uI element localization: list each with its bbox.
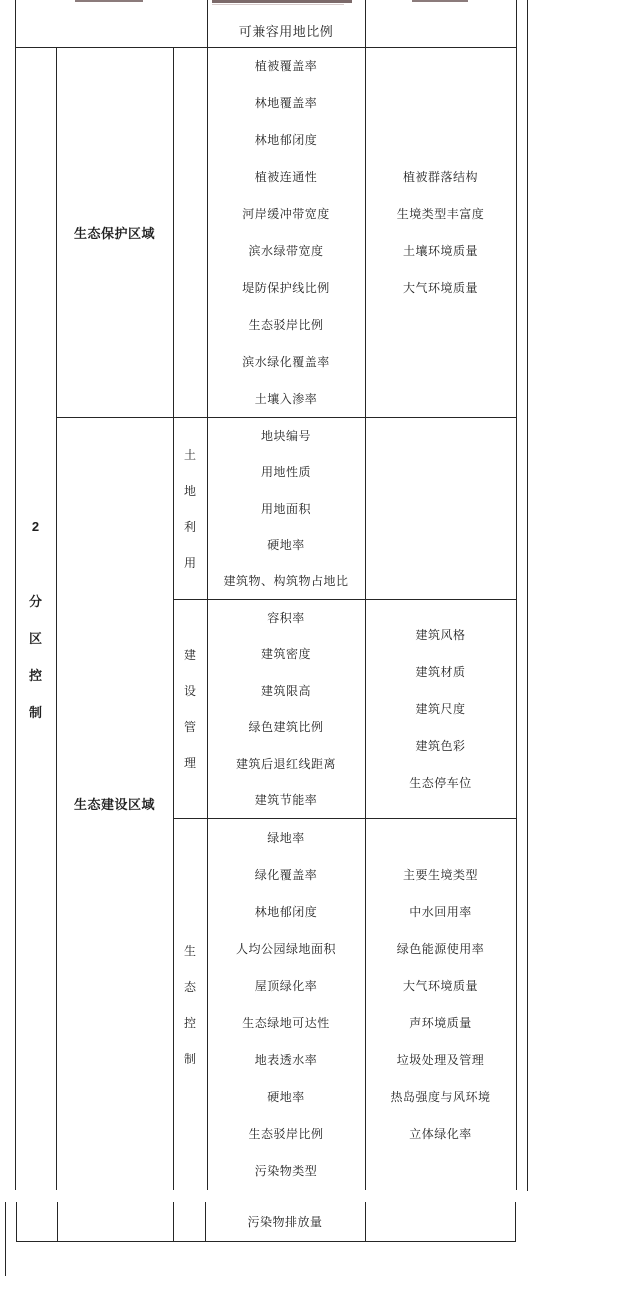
indicator-item: 绿化覆盖率 bbox=[254, 868, 318, 882]
indicator-item: 生态驳岸比例 bbox=[248, 318, 324, 332]
guide-item: 生态停车位 bbox=[409, 776, 472, 790]
indicator-item: 污染物类型 bbox=[254, 1164, 318, 1178]
section-number-cell bbox=[15, 47, 56, 1190]
category-char: 生 bbox=[183, 943, 196, 958]
indicator-item: 人均公园绿地面积 bbox=[235, 942, 336, 956]
guide-item: 建筑风格 bbox=[415, 628, 466, 642]
indicator-text: 污染物排放量 bbox=[247, 1215, 323, 1229]
guide-item: 垃圾处理及管理 bbox=[396, 1053, 485, 1067]
category-char: 用 bbox=[183, 555, 196, 570]
guide-item: 大气环境质量 bbox=[402, 281, 478, 295]
section-number: 2 bbox=[31, 518, 40, 534]
top-row-indicator-cell bbox=[207, 13, 365, 47]
indicator-item: 建筑节能率 bbox=[254, 793, 318, 808]
guide-item: 热岛强度与风环境 bbox=[390, 1090, 491, 1104]
section-title-char: 分 bbox=[28, 593, 42, 609]
zone-cell-construction bbox=[56, 417, 173, 1190]
guide-item: 立体绿化率 bbox=[409, 1127, 472, 1141]
category-cell-land-use bbox=[173, 417, 207, 599]
indicator-item: 生态绿地可达性 bbox=[242, 1016, 330, 1030]
indicator-item: 植被连通性 bbox=[254, 170, 318, 184]
section-title-char: 区 bbox=[28, 630, 42, 646]
indicator-item: 林地郁闭度 bbox=[254, 905, 318, 919]
indicator-item: 土壤入渗率 bbox=[254, 392, 318, 406]
indicator-list-protection bbox=[207, 47, 365, 417]
indicator-item: 地块编号 bbox=[260, 428, 311, 443]
guide-item: 主要生境类型 bbox=[402, 868, 478, 882]
indicator-list-eco-control bbox=[207, 818, 365, 1190]
indicator-item: 用地性质 bbox=[260, 465, 311, 480]
indicator-list-land-use bbox=[207, 417, 365, 599]
section-title-vertical bbox=[15, 582, 56, 730]
category-char: 态 bbox=[183, 979, 196, 994]
guide-item: 大气环境质量 bbox=[402, 979, 478, 993]
guide-item: 中水回用率 bbox=[409, 905, 472, 919]
guide-item: 绿色能源使用率 bbox=[396, 942, 485, 956]
indicator-item: 建筑后退红线距离 bbox=[235, 756, 336, 771]
guide-item: 生境类型丰富度 bbox=[396, 207, 485, 221]
guide-item: 土壤环境质量 bbox=[402, 244, 478, 258]
indicator-item: 建筑密度 bbox=[260, 647, 311, 662]
guide-item: 建筑尺度 bbox=[415, 702, 466, 716]
indicator-item: 堤防保护线比例 bbox=[242, 281, 330, 295]
indicator-item: 绿地率 bbox=[267, 831, 305, 845]
zone-name: 生态保护区域 bbox=[73, 225, 155, 241]
indicator-item: 生态驳岸比例 bbox=[248, 1127, 324, 1141]
cont-border bbox=[515, 1202, 516, 1241]
indicator-item: 滨水绿带宽度 bbox=[248, 244, 324, 258]
cont-border bbox=[173, 1202, 174, 1241]
category-char: 制 bbox=[183, 1051, 196, 1066]
indicator-item: 硬地率 bbox=[267, 537, 305, 552]
guide-item: 建筑色彩 bbox=[415, 739, 466, 753]
guide-item: 声环境质量 bbox=[409, 1016, 472, 1030]
zone-name: 生态建设区域 bbox=[73, 797, 155, 812]
cont-border bbox=[16, 1202, 17, 1241]
category-char: 土 bbox=[183, 447, 196, 462]
indicator-item: 建筑限高 bbox=[260, 683, 311, 698]
indicator-text: 可兼容用地比例 bbox=[238, 23, 334, 39]
table-border-right bbox=[516, 0, 517, 1190]
clipped-text-fragment bbox=[212, 4, 344, 5]
indicator-item: 屋顶绿化率 bbox=[254, 979, 318, 993]
indicator-item: 建筑物、构筑物占地比 bbox=[223, 574, 349, 589]
category-char: 地 bbox=[183, 483, 196, 498]
indicator-item: 林地覆盖率 bbox=[254, 96, 318, 110]
indicator-item: 林地郁闭度 bbox=[254, 133, 318, 147]
section-title-char: 制 bbox=[28, 704, 42, 720]
next-page-edge-left bbox=[5, 1202, 6, 1276]
guide-list-construction-mgmt bbox=[365, 599, 516, 818]
cont-border bbox=[57, 1202, 58, 1241]
guide-item: 建筑材质 bbox=[415, 665, 466, 679]
indicator-item: 植被覆盖率 bbox=[254, 59, 318, 73]
cont-border-bottom bbox=[16, 1241, 516, 1242]
category-char: 理 bbox=[183, 756, 196, 770]
cont-border bbox=[365, 1202, 366, 1241]
continuation-indicator-cell bbox=[205, 1202, 365, 1241]
indicator-item: 绿色建筑比例 bbox=[248, 720, 324, 735]
guide-item: 植被群落结构 bbox=[402, 170, 478, 184]
indicator-item: 硬地率 bbox=[267, 1090, 305, 1104]
section-title-char: 控 bbox=[28, 667, 42, 683]
indicator-item: 滨水绿化覆盖率 bbox=[242, 355, 330, 369]
zone-cell-protection bbox=[56, 47, 173, 417]
page-edge-right bbox=[527, 0, 528, 1191]
clipped-text-fragment bbox=[75, 0, 143, 2]
category-char: 建 bbox=[183, 648, 196, 662]
category-char: 控 bbox=[183, 1015, 196, 1030]
clipped-text-fragment bbox=[212, 0, 352, 3]
indicator-list-construction-mgmt bbox=[207, 599, 365, 818]
category-cell-eco-control bbox=[173, 818, 207, 1190]
indicator-item: 用地面积 bbox=[260, 501, 311, 516]
indicator-item: 地表透水率 bbox=[254, 1053, 318, 1067]
indicator-item: 河岸缓冲带宽度 bbox=[242, 207, 330, 221]
indicator-item: 容积率 bbox=[267, 610, 305, 625]
category-char: 设 bbox=[183, 684, 196, 698]
guide-list-eco-control bbox=[365, 818, 516, 1190]
category-char: 管 bbox=[183, 720, 196, 734]
clipped-text-fragment bbox=[412, 0, 468, 2]
category-char: 利 bbox=[183, 519, 196, 534]
category-cell-construction-mgmt bbox=[173, 599, 207, 818]
guide-list-protection bbox=[365, 47, 516, 417]
